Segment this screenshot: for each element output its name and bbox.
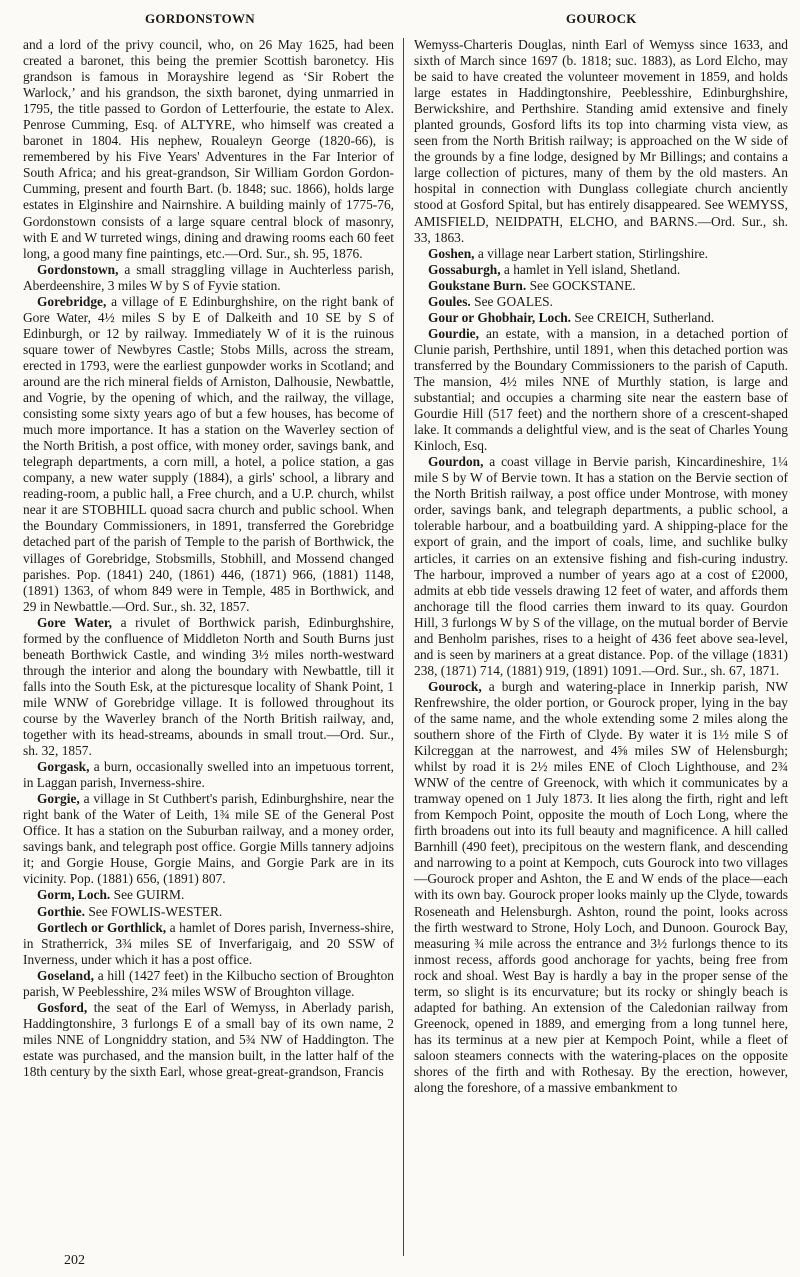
entry-body: a hamlet in Yell island, Shetland.: [500, 261, 681, 277]
entry-body: the seat of the Earl of Wemyss, in Aberlady parish, Haddingtonshire, 3 furlongs E of a small bay of its own name, 2 miles NNE of Longniddry station, and 5¾ NW of Haddington. The estate was purchased, and the mansion built, in the latter half of the 18th century by the sixth Earl, whose great-great-grandson, Francis: [23, 999, 394, 1079]
entry-headword: Gorgie,: [37, 791, 80, 807]
entry-body: a small straggling village in Auchterless parish, Aberdeenshire, 3 miles W by S of Fyvie station.: [23, 261, 394, 293]
entry-body: a coast village in Bervie parish, Kincardineshire, 1¼ mile S by W of Bervie town. It has a station on the Bervie section of the North British railway, a post office under Montrose, with money order, savings bank, and telegraph departments, a public school, a tolerable harbour, and a boatbuilding yard. A shipping-place for the export of grain, and the import of coals, lime, and suchlike bulky articles, it carries on an extensive fishing and fish-curing industry. The harbour, improved a number of years ago at a cost of £2000, admits at ebb tide vessels drawing 12 feet of water, and affords them anchorage till the flood carries them inward to its quay. Gourdon Hill, 3 furlongs W by S of the village, on the mutual border of Bervie and Benholm parishes, rises to a height of 436 feet above sea-level, and is seen by mariners at a great distance. Pop. of the village (1831) 238, (1871) 714, (1881) 919, (1891) 1091.—Ord. Sur., sh. 67, 1871.: [414, 454, 788, 678]
gazetteer-entry: [23, 904, 394, 920]
entry-headword: Gosford,: [37, 999, 88, 1015]
entry-headword: Gorthie.: [37, 903, 85, 919]
entry-headword: Gourdon,: [428, 454, 484, 470]
gazetteer-entry: [414, 326, 788, 454]
gazetteer-entry: [414, 246, 788, 262]
gazetteer-entry: [23, 1000, 394, 1080]
entry-body: an estate, with a mansion, in a detached portion of Clunie parish, Perthshire, until 1891, when this detached portion was transferred by the Boundary Commissioners to the parish of Caputh. The mansion, 4½ miles NNE of Murthly station, is large and substantial; and occupies a charming site near the eastern base of Gourdie Hill (517 feet) and the northern shore of a crescent-shaped lake. It commands a delightful view, and is the seat of Charles Young Kinloch, Esq.: [414, 325, 788, 454]
entry-headword: Gordonstown,: [37, 261, 119, 277]
gazetteer-entry: [23, 37, 394, 262]
entry-body: a burgh and watering-place in Innerkip parish, NW Renfrewshire, the older portion, or Gourock proper, lying in the bay of the same name, and the whole extending some 2 miles along the southern shore of the Firth of Clyde. By water it is 1½ mile S of Kilcreggan at the narrowest, and 4⅝ miles SW of Helensburgh; whilst by road it is 2½ miles ENE of Cloch Lighthouse, and 2¾ WNW of the centre of Greenock, with which it communicates by a tramway opened on 1 July 1873. It lies along the firth, right and left from Kempoch Point, opposite the mouth of Loch Long, where the firth broadens out into its full beauty and magnificence. A hill called Barnhill (490 feet), precipitous on the western flank, and descending and narrowing to a point at Kempoch, cuts Gourock into two villages—Gourock proper and Ashton, the E and W ends of the place—each with its own bay. Gourock proper looks mainly up the Clyde, towards Roseneath and Helensburgh. Ashton, round the point, looks across the firth westward to Strone, Holy Loch, and Dunoon. Gourock Bay, measuring ¾ mile across the entrance and 3½ furlongs thence to its inmost recess, affords good anchorage for yachts, being free from rock and shoal. West Bay is hardly a bay in the proper sense of the term, so slight is its encurvature; but its rocky or shingly beach is adapted for bathing. An extension of the Caledonian railway from Greenock, opened in 1889, and emerging from a long tunnel here, has its terminus at a new pier at Kempoch Point, while a fleet of saloon steamers connects with the watering-places on the opposite shores of the firth and with Rothesay. By the erection, however, along the foreshore, of a massive embankment to: [414, 678, 788, 1096]
entry-body: See GUIRM.: [110, 887, 185, 903]
entry-body: a burn, occasionally swelled into an impetuous torrent, in Laggan parish, Inverness-shire.: [23, 759, 394, 791]
gazetteer-entry: [414, 262, 788, 278]
running-header-left: GORDONSTOWN: [145, 11, 255, 26]
entry-body: a rivulet of Borthwick parish, Edinburghshire, formed by the confluence of Middleton North and South Burns just beneath Borthwick Castle, and winding 3½ miles north-westward through the interior and along the boundary with Newbattle, till it falls into the South Esk, at the picturesque locality of Shank Point, 1 mile WNW of Gorebridge village. It is followed throughout its course by the Waverley branch of the North British railway, and, together with its head-streams, abounds in small trout.—Ord. Sur., sh. 32, 1857.: [23, 614, 394, 759]
entry-body: a hamlet of Dores parish, Inverness-shire, in Stratherrick, 3¾ miles SE of Inverfarigaig, and 20 SSW of Inverness, under which it has a post office.: [23, 919, 394, 967]
entry-headword: Goseland,: [37, 967, 94, 983]
entry-headword: Gourock,: [428, 678, 482, 694]
entry-headword: Goshen,: [428, 245, 475, 261]
gazetteer-entry: [23, 920, 394, 968]
entry-body: a village of E Edinburghshire, on the right bank of Gore Water, 4½ miles S by E of Dalkeith and 10 SE by S of Edinburgh, or 12 by railway. Immediately W of it is the ruinous square tower of Newbyres Castle; Stobs Mills, across the stream, erected in 1793, were the earliest gunpowder works in Scotland; and around are the rich mineral fields of Arniston, Dalhousie, Newbattle, and Vogrie, by the opening of which, and the railway, the village, consisting some sixty years ago of but a few houses, has become of much more importance. It has a station on the Waverley section of the North British, a post office, with money order, savings bank, and telegraph departments, a corn mill, a hotel, a police station, a gas company, a new water supply (1884), a girls' school, a library and reading-room, a public hall, a Free church, and a U.P. church, whilst near it are STOBHILL quoad sacra church and public school. When the Boundary Commissioners, in 1891, transferred the Gorebridge detached part of the parish of Temple to the parish of Borthwick, the villages of Gorebridge, Stobsmills, Stobhill, and Mossend changed parishes. Pop. (1841) 240, (1861) 446, (1871) 966, (1881) 1148, (1891) 1363, of whom 849 were in Temple, 485 in Borthwick, and 29 in Newbattle.—Ord. Sur., sh. 32, 1857.: [23, 293, 394, 614]
entry-body: See CREICH, Sutherland.: [571, 309, 715, 325]
page-number: 202: [64, 1253, 85, 1268]
entry-body: a village near Larbert station, Stirlingshire.: [474, 245, 709, 261]
left-column: [23, 37, 394, 1080]
gazetteer-entry: [414, 278, 788, 294]
gazetteer-entry: [23, 791, 394, 887]
gazetteer-entry: [23, 968, 394, 1000]
entry-body: See GOCKSTANE.: [526, 277, 636, 293]
entry-headword: Goukstane Burn.: [428, 277, 527, 293]
gazetteer-entry: [414, 294, 788, 310]
gazetteer-entry: [23, 615, 394, 759]
entry-body: and a lord of the privy council, who, on 26 May 1625, had been created a baronet, this being the premier Scottish baronetcy. His grandson is famous in Morayshire legend as ‘Sir Robert the Warlock,’ and his grandson, the sixth baronet, dying unmarried in 1795, the title passed to Gordon of Letterfourie, the estate to Alex. Penrose Cumming, Esq. of ALTYRE, who himself was created a baronet in 1804. His nephew, Roualeyn George (1820-66), is remembered by his Five Years' Adventures in the Far Interior of South Africa; and his great-grandson, Sir William Gordon Gordon-Cumming, present and fourth Bart. (b. 1848; suc. 1866), holds large estates in Elginshire and Nairnshire. A building mainly of 1775-76, Gordonstown consists of a large square central block of masonry, with E and W turreted wings, dining and drawing rooms each 60 feet long, a good many fine paintings, etc.—Ord. Sur., sh. 95, 1876.: [23, 37, 394, 261]
entry-body: See FOWLIS-WESTER.: [84, 903, 223, 919]
entry-headword: Gourdie,: [428, 325, 479, 341]
entry-body: Wemyss-Charteris Douglas, ninth Earl of Wemyss since 1633, and sixth of March since 1697 (b. 1818; suc. 1883), as Lord Elcho, may be said to have created the volunteer movement in 1859, and holds large estates in Haddingtonshire, Peeblesshire, Edinburghshire, Berwickshire, and Perthshire. Standing amid extensive and finely planted grounds, Gosford lifts its top into charming vista view, as seen from the North British railway; is approached on the W side of the grounds by a fine lodge, designed by Mr Billings; and contains a large collection of pictures, many of them by the old masters. An hospital in connection with Dunglass collegiate church anciently stood at Gosford Spital, but has entirely disappeared. See WEMYSS, AMISFIELD, NEIDPATH, ELCHO, and BARNS.—Ord. Sur., sh. 33, 1863.: [414, 37, 788, 245]
entry-headword: Gorm, Loch.: [37, 887, 111, 903]
entry-headword: Gorgask,: [37, 759, 90, 775]
running-header-right: GOUROCK: [566, 11, 637, 26]
entry-headword: Goules.: [428, 293, 471, 309]
entry-body: See GOALES.: [470, 293, 553, 309]
gazetteer-entry: [414, 679, 788, 1096]
gazetteer-entry: [23, 262, 394, 294]
column-divider: [403, 38, 404, 1256]
gazetteer-entry: [23, 294, 394, 615]
entry-headword: Gore Water,: [37, 614, 112, 630]
right-column: [414, 37, 788, 1096]
entry-body: a hill (1427 feet) in the Kilbucho section of Broughton parish, W Peeblesshire, 2¾ miles WSW of Broughton village.: [23, 967, 394, 999]
entry-body: a village in St Cuthbert's parish, Edinburghshire, near the right bank of the Water of Leith, 1¾ mile SE of the General Post Office. It has a station on the Suburban railway, and a money order, savings bank, and telegraph post office. Gorgie Mills tannery adjoins it; and Gorgie House, Gorgie Mains, and Gorgie Park are in its vicinity. Pop. (1881) 656, (1891) 807.: [23, 791, 394, 887]
gazetteer-entry: [414, 310, 788, 326]
gazetteer-entry: [23, 759, 394, 791]
gazetteer-entry: [414, 454, 788, 679]
entry-headword: Gossaburgh,: [428, 261, 501, 277]
entry-headword: Gour or Ghobhair, Loch.: [428, 309, 571, 325]
gazetteer-entry: [23, 887, 394, 903]
entry-headword: Gorebridge,: [37, 293, 107, 309]
gazetteer-entry: [414, 37, 788, 246]
entry-headword: Gortlech or Gorthlick,: [37, 919, 167, 935]
